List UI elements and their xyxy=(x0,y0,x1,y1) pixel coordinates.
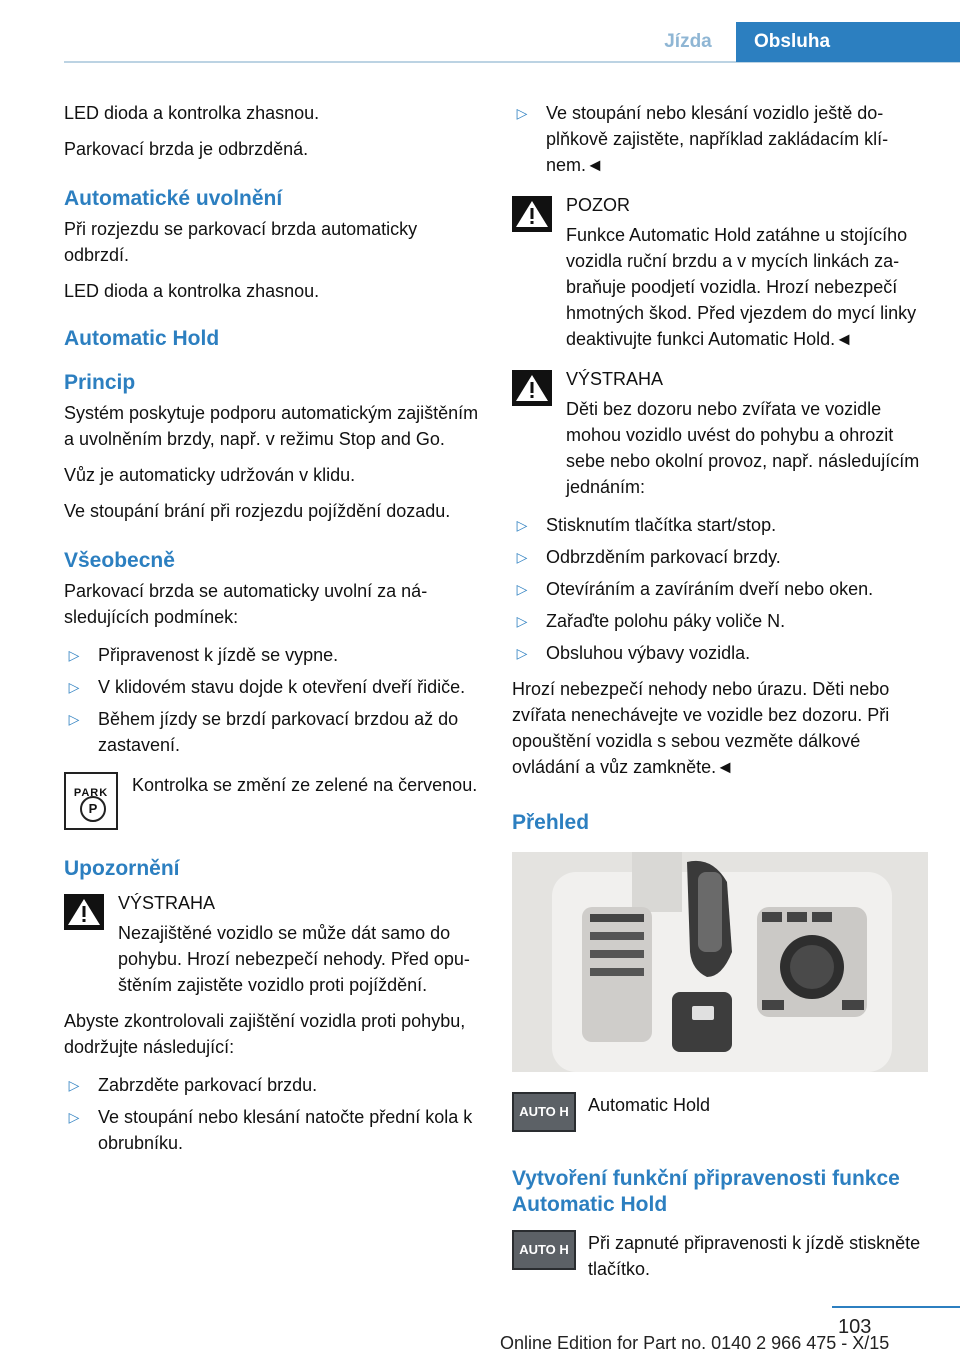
park-indicator-row xyxy=(64,772,480,832)
bullet-triangle-icon: ▷ xyxy=(516,105,528,121)
section-heading-vseobecne: Všeobecně xyxy=(64,549,175,572)
list-item-text: Stisknutím tlačítka start/stop. xyxy=(546,515,777,535)
section-heading-automatic-hold: Automatic Hold xyxy=(64,327,220,350)
paragraph: LED dioda a kontrolka zhasnou. xyxy=(64,103,320,123)
paragraph: Parkovací brzda se automaticky uvolní za následujících podmínek: xyxy=(64,581,428,627)
bullet-triangle-icon: ▷ xyxy=(68,679,80,695)
list-item-text: Zabrzděte parkovací brzdu. xyxy=(98,1075,318,1095)
bullet-list xyxy=(64,642,480,758)
list-item xyxy=(64,642,480,668)
paragraph: Hrozí nebezpečí nehody nebo úrazu. Děti nebo zvířata nenechávejte ve vozidle bez dozoru. Při opouštění vozidla s sebou vezměte dálkové ovládání a vůz zamkněte.◄ xyxy=(512,679,890,777)
list-item-text: Ve stoupání nebo klesání natočte přední kola k obrubníku. xyxy=(98,1107,473,1153)
section-heading-princip: Princip xyxy=(64,371,136,394)
caution-block xyxy=(512,192,928,352)
auto-hold-row xyxy=(512,1092,928,1146)
warning-block xyxy=(512,366,928,500)
auto-hold-button-icon: AUTO H xyxy=(512,1092,576,1132)
online-edition-footer: Online Edition for Part no. 0140 2 966 475 - X/15 xyxy=(500,1333,890,1353)
bullet-triangle-icon: ▷ xyxy=(68,647,80,663)
park-icon-p: P xyxy=(80,796,106,822)
warning-icon xyxy=(512,196,552,232)
paragraph: Ve stoupání brání při rozjezdu pojíždění dozadu. xyxy=(64,501,451,521)
section-heading-prehled: Přehled xyxy=(512,811,590,834)
paragraph: Parkovací brzda je odbrzděná. xyxy=(64,139,309,159)
tab-jizda[interactable]: Jízda xyxy=(664,31,712,52)
bullet-triangle-icon: ▷ xyxy=(516,581,528,597)
bullet-list xyxy=(512,100,928,178)
left-column xyxy=(64,100,480,1156)
bullet-triangle-icon: ▷ xyxy=(516,517,528,533)
list-item-text: Obsluhou výbavy vozidla. xyxy=(546,643,751,663)
warning-title: VÝSTRAHA xyxy=(566,369,664,389)
list-item-text: Během jízdy se brzdí parkovací brzdou až do zastavení. xyxy=(98,709,459,755)
list-item xyxy=(512,544,928,570)
paragraph: Při rozjezdu se parkovací brzda automaticky odbrzdí. xyxy=(64,219,418,265)
list-item-text: Připravenost k jízdě se vypne. xyxy=(98,645,339,665)
auto-hold-activation-text: Při zapnuté připravenosti k jízdě stiskněte tlačítko. xyxy=(588,1233,921,1279)
list-item-text: Zařaďte polohu páky voliče N. xyxy=(546,611,786,631)
caution-text: Funkce Automatic Hold zatáhne u stojícího vozidla ruční brzdu a v mycích linkách zabraňuje poodjetí vozidla. Hrozí nebezpečí hmotných škod. Před vjezdem do mycí linky deaktivujte funkci Automatic Hold.◄ xyxy=(566,225,917,349)
tab-obsluha[interactable]: Obsluha xyxy=(736,22,960,62)
list-item xyxy=(512,100,928,178)
bullet-list xyxy=(64,1072,480,1156)
list-item xyxy=(64,1072,480,1098)
park-indicator-text: Kontrolka se změní ze zelené na červenou. xyxy=(132,775,478,795)
caution-title: POZOR xyxy=(566,195,631,215)
park-brake-icon xyxy=(64,772,118,830)
list-item xyxy=(512,576,928,602)
right-column xyxy=(512,100,928,1284)
park-icon-label: PARK xyxy=(73,787,109,799)
bullet-triangle-icon: ▷ xyxy=(516,549,528,565)
auto-hold-button-icon: AUTO H xyxy=(512,1230,576,1270)
section-heading-vytvoreni: Vytvoření funkční připravenosti funkce Automatic Hold xyxy=(512,1167,900,1216)
list-item xyxy=(512,608,928,634)
auto-hold-activation-row xyxy=(512,1230,928,1284)
list-item xyxy=(64,706,480,758)
paragraph: LED dioda a kontrolka zhasnou. xyxy=(64,281,320,301)
bullet-triangle-icon: ▷ xyxy=(68,1109,80,1125)
auto-hold-caption: Automatic Hold xyxy=(588,1095,711,1115)
warning-icon xyxy=(64,894,104,930)
list-item-text: V klidovém stavu dojde k otevření dveří řidiče. xyxy=(98,677,466,697)
page-number: 103 xyxy=(838,1316,872,1338)
warning-block xyxy=(64,890,480,998)
section-heading-upozorneni: Upozornění xyxy=(64,857,180,880)
warning-title: VÝSTRAHA xyxy=(118,893,216,913)
warning-text: Děti bez dozoru nebo zvířata ve vozidle mohou vozidlo uvést do pohybu a ohrozit sebe nebo okolní provoz, např. následujícím jednáním: xyxy=(566,399,920,497)
list-item-text: Ve stoupání nebo klesání vozidlo ještě doplňkově zajistěte, například zakládacím klínem.◄ xyxy=(546,103,889,175)
footer-rule xyxy=(832,1306,960,1308)
list-item xyxy=(512,512,928,538)
warning-text: Nezajištěné vozidlo se může dát samo do pohybu. Hrozí nebezpečí nehody. Před opuštěním zajistěte vozidlo proti pojíždění. xyxy=(118,923,470,995)
list-item xyxy=(512,640,928,666)
center-console-photo xyxy=(512,852,928,1072)
paragraph: Vůz je automaticky udržován v klidu. xyxy=(64,465,356,485)
paragraph: Abyste zkontrolovali zajištění vozidla proti pohybu, dodržujte následující: xyxy=(64,1011,466,1057)
bullet-triangle-icon: ▷ xyxy=(68,1077,80,1093)
list-item xyxy=(64,1104,480,1156)
bullet-triangle-icon: ▷ xyxy=(68,711,80,727)
bullet-triangle-icon: ▷ xyxy=(516,645,528,661)
bullet-list xyxy=(512,512,928,666)
warning-icon xyxy=(512,370,552,406)
list-item-text: Otevíráním a zavíráním dveří nebo oken. xyxy=(546,579,874,599)
list-item-text: Odbrzděním parkovací brzdy. xyxy=(546,547,781,567)
center-console-illustration xyxy=(512,852,928,1072)
paragraph: Systém poskytuje podporu automatickým zajištěním a uvolněním brzdy, např. v režimu Stop and Go. xyxy=(64,403,479,449)
list-item xyxy=(64,674,480,700)
bullet-triangle-icon: ▷ xyxy=(516,613,528,629)
section-heading-auto-release: Automatické uvolnění xyxy=(64,187,283,210)
